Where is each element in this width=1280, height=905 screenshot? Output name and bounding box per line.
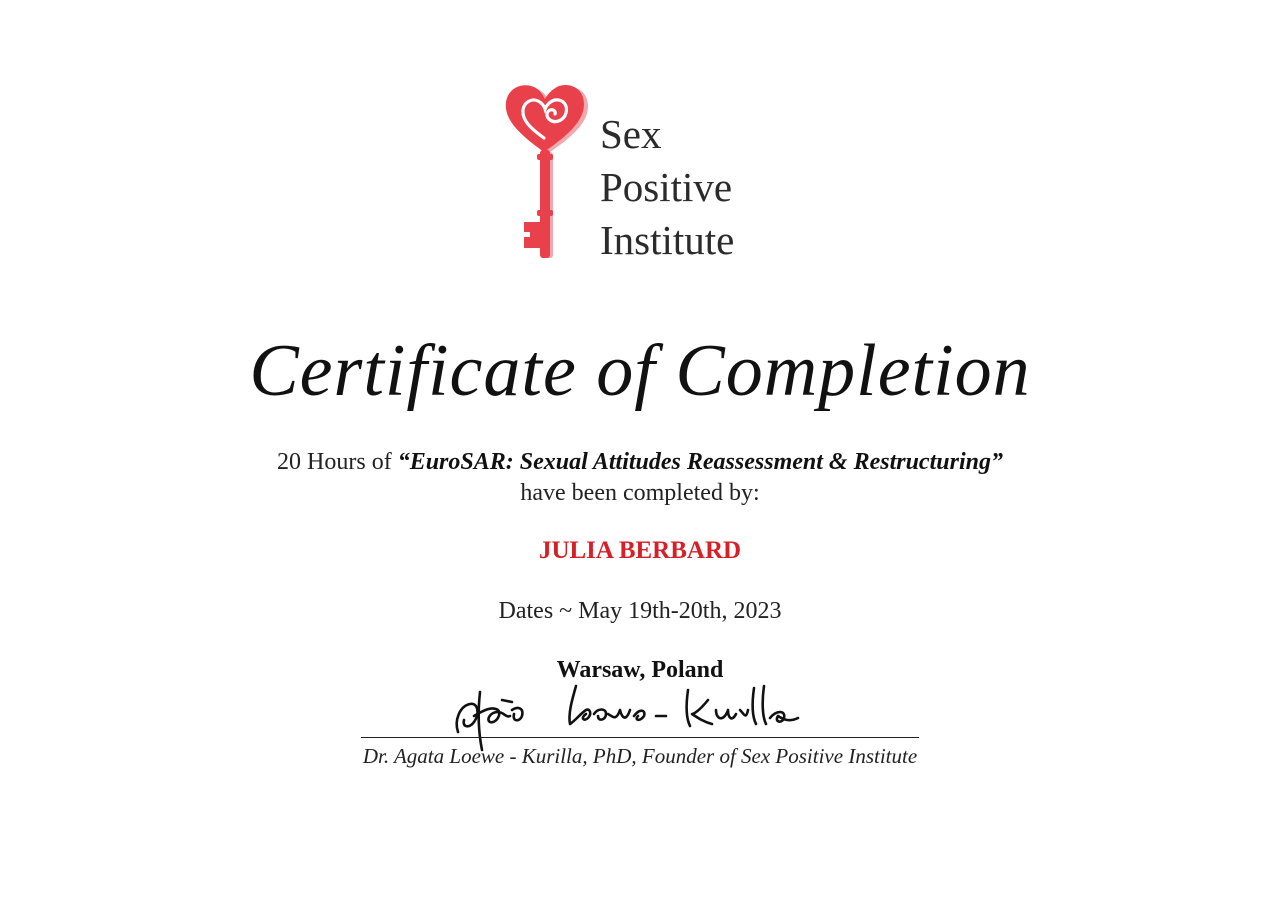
institute-logo	[500, 82, 780, 267]
logo-line-3: Institute	[600, 217, 735, 263]
signatory-caption: Dr. Agata Loewe - Kurilla, PhD, Founder of Sex Positive Institute	[362, 744, 918, 768]
course-location: Warsaw, Poland	[556, 657, 724, 683]
logo-line-1: Sex	[600, 111, 662, 157]
signature-line	[361, 737, 919, 738]
logo-line-2: Positive	[600, 164, 733, 210]
institute-name	[600, 108, 734, 267]
course-line	[0, 446, 1280, 478]
course-dates: Dates ~ May 19th-20th, 2023	[498, 598, 782, 624]
course-name: “EuroSAR: Sexual Attitudes Reassessment & Restructuring”	[397, 449, 1003, 475]
certificate-title: Certificate of Completion	[249, 330, 1031, 412]
heart-key-icon	[500, 82, 595, 262]
hours-text: 20 Hours of	[277, 449, 398, 475]
completed-text: have been completed by:	[520, 480, 760, 506]
recipient-name: JULIA BERBARD	[538, 537, 742, 564]
